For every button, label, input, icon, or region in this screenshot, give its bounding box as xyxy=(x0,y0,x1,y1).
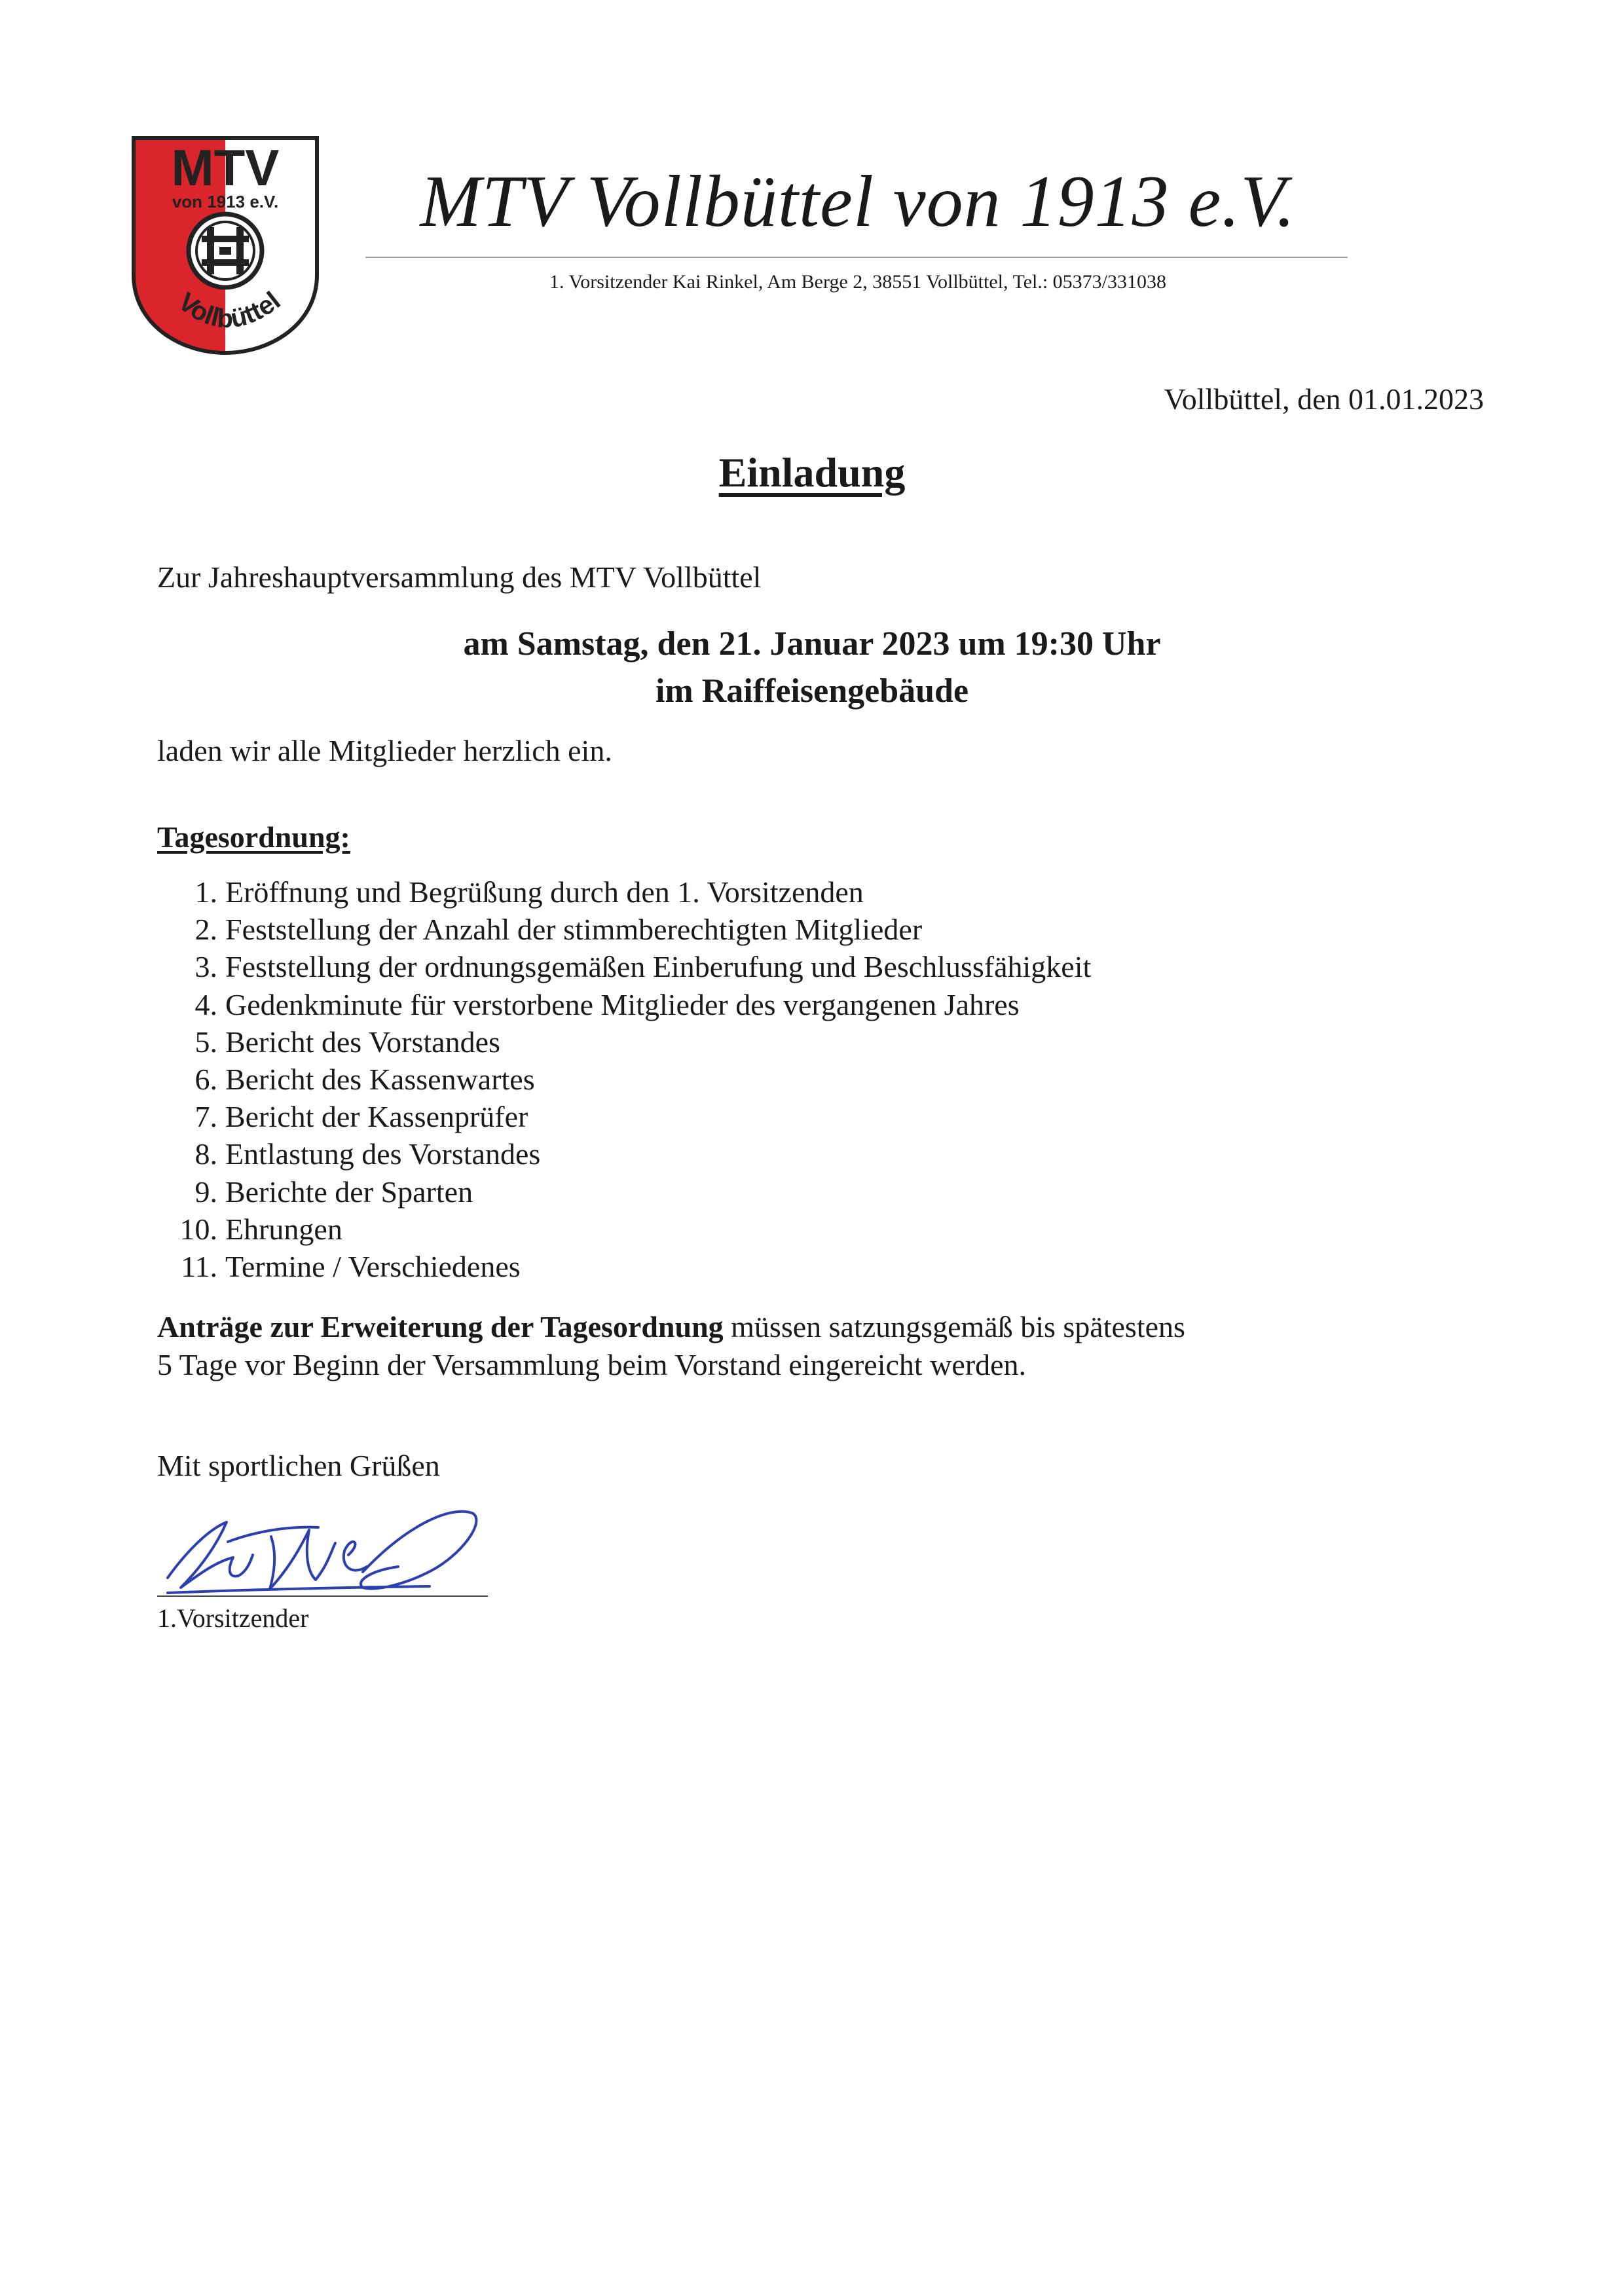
agenda-item-number: 9. xyxy=(194,1175,217,1209)
event-location: im Raiffeisengebäude xyxy=(655,672,969,710)
signature-line xyxy=(157,1595,488,1597)
note-rest-text: müssen satzungsgemäß bis spätestens xyxy=(723,1310,1185,1343)
agenda-item xyxy=(157,1248,1091,1285)
agenda-item-text: Entlastung des Vorstandes xyxy=(225,1137,541,1171)
contact-line: 1. Vorsitzender Kai Rinkel, Am Berge 2, 38551 Vollbüttel, Tel.: 05373/331038 xyxy=(549,271,1167,293)
agenda-item xyxy=(157,1211,1091,1248)
agenda-item-number: 4. xyxy=(194,987,217,1021)
agenda-item xyxy=(157,1061,1091,1098)
agenda-item-number: 10. xyxy=(179,1212,217,1246)
agenda-item-number: 2. xyxy=(194,913,217,947)
amendment-note xyxy=(157,1308,1401,1384)
signer-role: 1.Vorsitzender xyxy=(157,1603,309,1633)
note-line-1 xyxy=(157,1308,1401,1346)
agenda-item xyxy=(157,911,1091,948)
event-details xyxy=(0,621,1624,715)
agenda-item-text: Berichte der Sparten xyxy=(225,1175,473,1209)
agenda-item xyxy=(157,873,1091,911)
agenda-item xyxy=(157,1135,1091,1173)
note-bold-text: Anträge zur Erweiterung der Tagesordnung xyxy=(157,1310,724,1343)
agenda-item-number: 8. xyxy=(194,1137,217,1171)
agenda-item-text: Bericht der Kassenprüfer xyxy=(225,1100,528,1134)
logo-top-text: MTV xyxy=(171,139,280,196)
agenda-item-text: Bericht des Vorstandes xyxy=(225,1025,500,1059)
agenda-item-text: Ehrungen xyxy=(225,1212,342,1246)
agenda-item-text: Eröffnung und Begrüßung durch den 1. Vorsitzenden xyxy=(225,875,864,909)
note-line-2: 5 Tage vor Beginn der Versammlung beim Vorstand eingereicht werden. xyxy=(157,1348,1027,1381)
invite-text: laden wir alle Mitglieder herzlich ein. xyxy=(157,734,612,767)
agenda-item-number: 3. xyxy=(194,950,217,984)
agenda-list xyxy=(157,873,1091,1285)
agenda-item xyxy=(157,986,1091,1023)
logo-arc-text: Vollbüttel xyxy=(172,286,286,334)
document-title: Einladung xyxy=(718,449,906,496)
intro-text: Zur Jahreshauptversammlung des MTV Vollbüttel xyxy=(157,560,762,594)
turner-cross-icon xyxy=(189,214,262,287)
agenda-item-number: 7. xyxy=(194,1100,217,1134)
event-date-time: am Samstag, den 21. Januar 2023 um 19:30 Uhr xyxy=(463,625,1161,663)
agenda-heading: Tagesordnung: xyxy=(157,820,350,854)
agenda-item xyxy=(157,1023,1091,1061)
agenda-item-number: 1. xyxy=(194,875,217,909)
closing-greeting: Mit sportlichen Grüßen xyxy=(157,1449,440,1482)
agenda-item xyxy=(157,1098,1091,1135)
agenda-item-text: Gedenkminute für verstorbene Mitglieder des vergangenen Jahres xyxy=(225,987,1020,1021)
header-divider xyxy=(365,257,1348,258)
agenda-item-text: Bericht des Kassenwartes xyxy=(225,1063,535,1097)
agenda-item xyxy=(157,1173,1091,1211)
agenda-item xyxy=(157,948,1091,985)
agenda-item-text: Feststellung der Anzahl der stimmberechtigten Mitglieder xyxy=(225,913,923,947)
handwritten-signature xyxy=(155,1489,574,1620)
agenda-item-number: 11. xyxy=(181,1250,217,1284)
agenda-item-text: Termine / Verschiedenes xyxy=(225,1250,521,1284)
club-title: MTV Vollbüttel von 1913 e.V. xyxy=(420,161,1296,242)
club-logo xyxy=(130,134,321,357)
agenda-item-number: 6. xyxy=(194,1063,217,1097)
logo-sub-text: von 1913 e.V. xyxy=(172,192,279,211)
agenda-item-number: 5. xyxy=(194,1025,217,1059)
agenda-item-text: Feststellung der ordnungsgemäßen Einberufung und Beschlussfähigkeit xyxy=(225,950,1092,984)
letter-date: Vollbüttel, den 01.01.2023 xyxy=(1164,382,1484,416)
